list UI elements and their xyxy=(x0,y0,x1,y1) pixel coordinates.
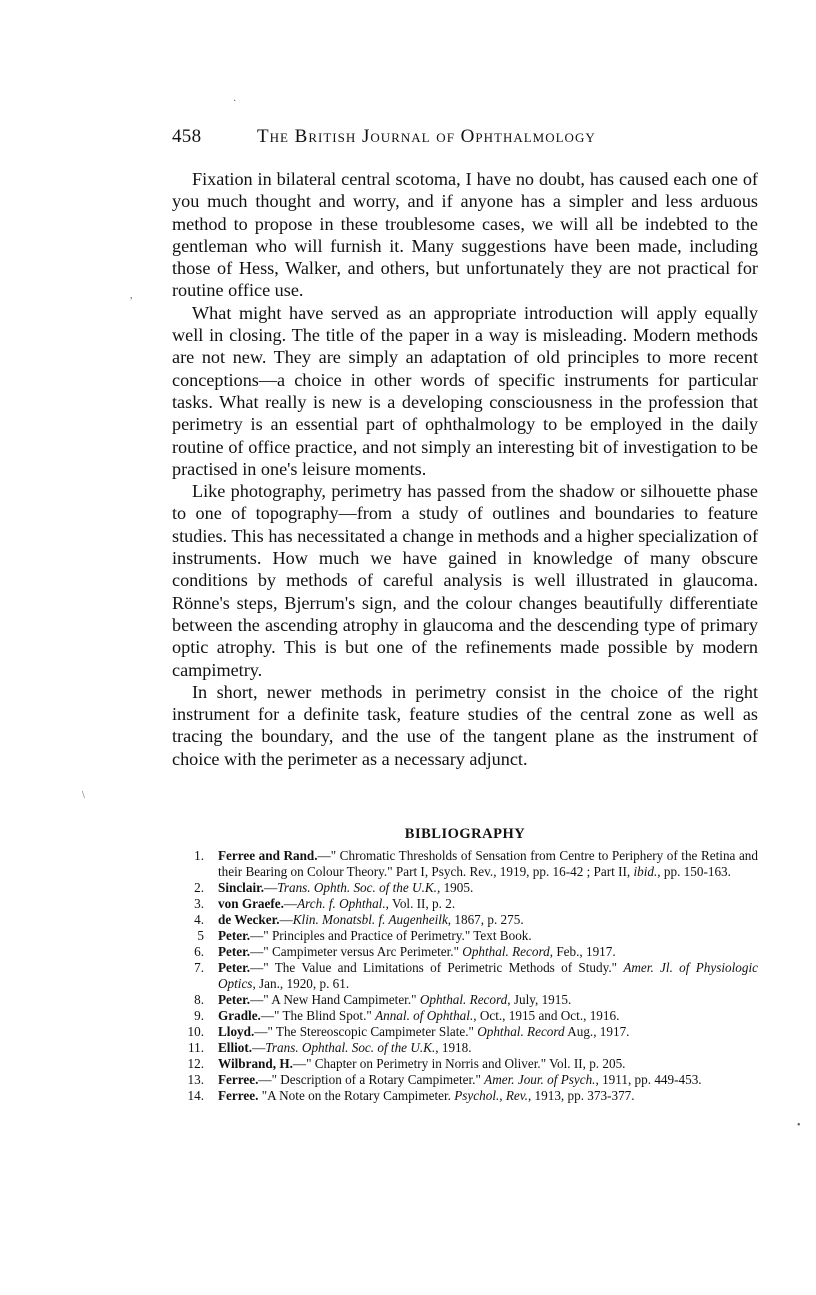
entry-source: Trans. Ophthal. Soc. of the U.K. xyxy=(265,1040,436,1055)
paragraph: What might have served as an appropriate introduction will apply equally well in closing. The title of the paper in a way is misleading. Modern methods are not new. They are simply an adaptation of old principles to more recent conceptions—a choice in other words of specific instruments for particular tasks. What really is new is a developing consciousness in the profession that perimetry is an essential part of ophthalmology to be employed in the daily routine of office practice, and not simply an interesting bit of investigation to be practised in one's leisure moments. xyxy=(172,302,758,479)
entry-source: ibid. xyxy=(633,864,658,879)
entry-author: Lloyd. xyxy=(218,1024,255,1039)
bibliography-entry xyxy=(172,1024,758,1040)
entry-text: —" Campimeter versus Arc Perimeter." xyxy=(250,944,463,959)
entry-text: —" Chapter on Perimetry in Norris and Oliver." Vol. II, p. 205. xyxy=(292,1056,626,1071)
bibliography-entry xyxy=(172,928,758,944)
entry-details: , 1911, pp. 449-453. xyxy=(595,1072,702,1087)
paragraph: In short, newer methods in perimetry consist in the choice of the right instrument for a definite task, feature studies of the central zone as well as tracing the boundary, and the use of the tangent plane as the instrument of choice with the perimeter as a necessary adjunct. xyxy=(172,681,758,769)
entry-text: —" Description of a Rotary Campimeter." xyxy=(258,1072,485,1087)
scan-speck-mark: • xyxy=(797,1120,801,1131)
paragraph: Fixation in bilateral central scotoma, I have no doubt, has caused each one of you much thought and worry, and if anyone has a simpler and less arduous method to propose in these troublesome cases, we will all be indebted to the gentleman who will furnish it. Many suggestions have been made, including those of Hess, Walker, and others, but unfortunately they are not practical for routine office use. xyxy=(172,169,758,301)
running-header xyxy=(172,126,760,150)
entry-text: —" A New Hand Campimeter." xyxy=(250,992,420,1007)
bibliography-entry xyxy=(172,1056,758,1072)
entry-details: , Jan., 1920, p. 61. xyxy=(252,976,350,991)
bibliography-entry xyxy=(172,1072,758,1088)
entry-source: Amer. Jl. of Physiologic Optics xyxy=(218,960,759,991)
entry-details: Aug., 1917. xyxy=(564,1024,630,1039)
bibliography-entry xyxy=(172,944,758,960)
entry-number: 4. xyxy=(194,912,204,927)
entry-number: 7. xyxy=(194,960,204,975)
bibliography-entry xyxy=(172,1088,758,1104)
entry-text: —" The Blind Spot." xyxy=(260,1008,376,1023)
entry-number: 2. xyxy=(194,880,204,895)
entry-source: Annal. of Ophthal. xyxy=(375,1008,474,1023)
journal-title: The British Journal of Ophthalmology xyxy=(257,126,596,147)
entry-details: , 1905. xyxy=(436,880,474,895)
entry-details: , 1867, p. 275. xyxy=(447,912,524,927)
entry-text: — xyxy=(264,880,278,895)
bibliography-entry xyxy=(172,912,758,928)
entry-number: 1. xyxy=(194,848,204,863)
entry-text: —" Chromatic Thresholds of Sensation from Centre to Periphery of the Retina and their Bearing on Colour Theory." Part I, Psych. Rev., 1919, pp. 16-42 ; Part II, xyxy=(218,848,758,879)
paragraph: Like photography, perimetry has passed from the shadow or silhouette phase to one of topography—from a study of outlines and boundaries to feature studies. This has necessitated a change in methods and a higher specialization of instruments. How much we have gained in knowledge of many obscure conditions by methods of careful analysis is well illustrated in glaucoma. Rönne's steps, Bjerrum's sign, and the colour changes beautifully differentiate between the ascending atrophy in glaucoma and the descending type of primary optic atrophy. This is but one of the refinements made possible by modern campimetry. xyxy=(172,481,758,680)
bibliography-entry xyxy=(172,1008,758,1024)
entry-author: Peter. xyxy=(218,928,251,943)
entry-author: Elliot. xyxy=(218,1040,253,1055)
entry-text: "A Note on the Rotary Campimeter. xyxy=(258,1088,455,1103)
entry-number: 8. xyxy=(194,992,204,1007)
entry-number: 6. xyxy=(194,944,204,959)
scan-speck-mark: \ xyxy=(82,790,85,801)
bibliography-heading: BIBLIOGRAPHY xyxy=(404,826,526,842)
entry-author: Wilbrand, H. xyxy=(218,1056,293,1071)
entry-number: 9. xyxy=(194,1008,204,1023)
bibliography-list xyxy=(172,848,758,1104)
entry-details: , July, 1915. xyxy=(507,992,572,1007)
bibliography-entry xyxy=(172,880,758,896)
entry-text: —" The Value and Limitations of Perimetric Methods of Study." xyxy=(250,960,624,975)
bibliography-entry xyxy=(172,896,758,912)
entry-text: — xyxy=(252,1040,266,1055)
entry-author: Peter. xyxy=(218,944,251,959)
page-number: 458 xyxy=(172,126,202,147)
entry-text: — xyxy=(283,896,298,911)
entry-source: Arch. f. Ophthal. xyxy=(297,896,386,911)
entry-author: Ferree and Rand. xyxy=(218,848,318,863)
bibliography-entry xyxy=(172,1040,758,1056)
entry-author: Ferree. xyxy=(218,1088,259,1103)
entry-source: Ophthal. Record xyxy=(462,944,550,959)
bibliography-entry xyxy=(172,848,758,880)
entry-author: Peter. xyxy=(218,960,251,975)
scan-speck-mark: · xyxy=(233,96,237,107)
entry-text: —" Principles and Practice of Perimetry." Text Book. xyxy=(250,928,532,943)
entry-author: Ferree. xyxy=(218,1072,259,1087)
entry-text: — xyxy=(279,912,293,927)
entry-source: Trans. Ophth. Soc. of the U.K. xyxy=(277,880,437,895)
bibliography-entry xyxy=(172,960,758,992)
entry-number: 14. xyxy=(187,1088,204,1103)
entry-details: , 1918. xyxy=(435,1040,472,1055)
entry-text: —" The Stereoscopic Campimeter Slate." xyxy=(254,1024,478,1039)
entry-number: 11. xyxy=(188,1040,204,1055)
entry-number: 3. xyxy=(194,896,204,911)
entry-number: 10. xyxy=(187,1024,204,1039)
entry-details: , Feb., 1917. xyxy=(549,944,616,959)
entry-author: de Wecker. xyxy=(218,912,280,927)
entry-author: Gradle. xyxy=(218,1008,261,1023)
bibliography-entry xyxy=(172,992,758,1008)
entry-details: , Vol. II, p. 2. xyxy=(385,896,456,911)
entry-number: 5 xyxy=(197,928,204,943)
entry-author: Sinclair. xyxy=(218,880,265,895)
entry-source: Amer. Jour. of Psych. xyxy=(484,1072,596,1087)
entry-source: Psychol., Rev. xyxy=(454,1088,528,1103)
entry-details: , Oct., 1915 and Oct., 1916. xyxy=(473,1008,620,1023)
entry-details: , 1913, pp. 373-377. xyxy=(527,1088,635,1103)
entry-number: 12. xyxy=(187,1056,204,1071)
scan-speck-mark: , xyxy=(130,290,133,301)
entry-source: Ophthal. Record xyxy=(477,1024,565,1039)
entry-source: Klin. Monatsbl. f. Augenheilk xyxy=(292,912,448,927)
entry-source: Ophthal. Record xyxy=(419,992,508,1007)
entry-details: , pp. 150-163. xyxy=(657,864,731,879)
entry-number: 13. xyxy=(187,1072,204,1087)
entry-author: Peter. xyxy=(218,992,251,1007)
entry-author: von Graefe. xyxy=(218,896,284,911)
body-text xyxy=(172,168,758,770)
